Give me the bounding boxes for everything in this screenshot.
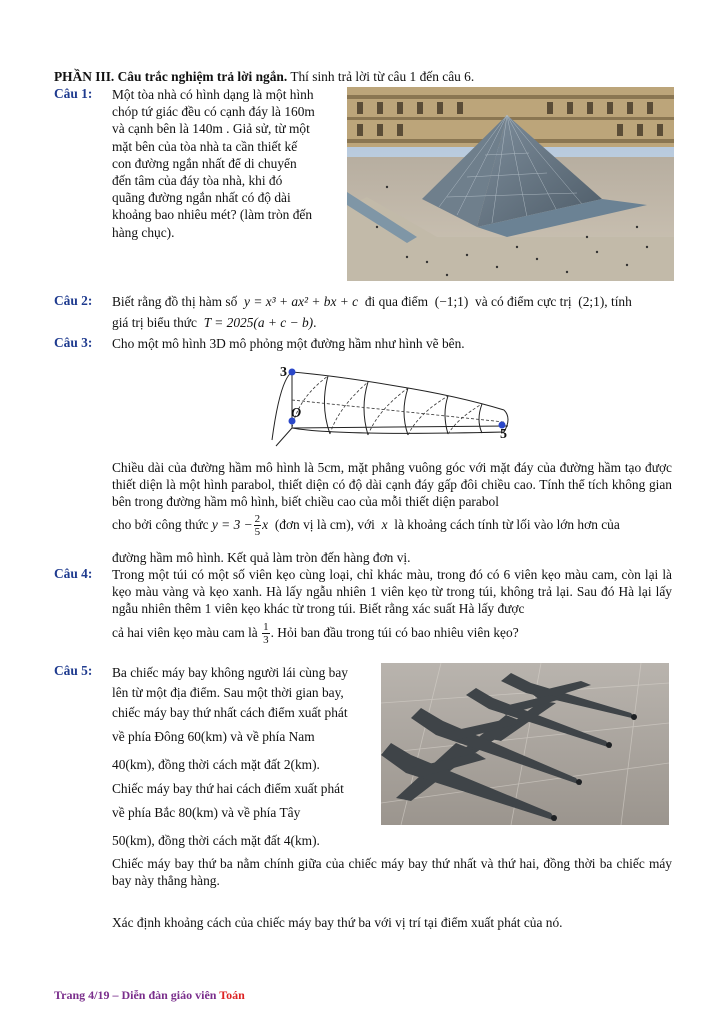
question-3-label: Câu 3: [54,335,93,350]
q3-frac-den: 5 [254,526,261,539]
footer-brand: Toán [219,988,245,1002]
q2-expression: T = 2025(a + c − b) [203,315,314,330]
q2-text: giá trị biểu thức [112,315,197,330]
q5-line: Chiếc máy bay thứ hai cách điểm xuất phát [112,781,344,796]
q4-text: cả hai viên kẹo màu cam là [112,625,258,640]
q3-formula-x: x [262,517,269,532]
q3-last-line: đường hầm mô hình. Kết quả làm tròn đến hàng đơn vị. [112,550,411,565]
q3-intro: Cho một mô hình 3D mô phỏng một đường hầm như hình vẽ bên. [112,336,465,351]
q5-line: về phía Bắc 80(km) và về phía Tây [112,805,301,820]
q1-line: Một tòa nhà có hình dạng là một hình [112,87,314,102]
q2-text: Biết rằng đồ thị hàm số [112,294,238,309]
q1-line: hàng chục). [112,224,175,240]
q5-line: 50(km), đồng thời cách mặt đất 4(km). [112,833,320,848]
q1-line: mặt bên của tòa nhà ta cần thiết kế [112,138,298,154]
q2-point-1: (−1;1) [434,294,469,309]
q1-line: chóp tứ giác đều có cạnh đáy là 160m [112,104,315,120]
fig-label-o: O [291,406,302,421]
part-instruction: Thí sinh trả lời từ câu 1 đến câu 6. [290,69,475,84]
fig-label-3: 3 [280,365,287,380]
tunnel-figure [268,358,528,458]
q2-line-1 [112,293,632,310]
q3-frac-num: 2 [254,513,261,526]
drones-photo [381,663,669,825]
q5-line: chiếc máy bay thứ nhất cách điểm xuất phát [112,705,348,720]
q5-line: Ba chiếc máy bay không người lái cùng bay [112,665,348,680]
q4-text: . Hỏi ban đầu trong túi có bao nhiêu viên kẹo? [270,625,519,640]
q3-text: (đơn vị là cm), với [274,517,375,532]
q1-line: và cạnh bên là 140m . Giả sử, từ một [112,121,310,137]
q2-point-2: (2;1) [578,294,605,309]
q3-paragraph: Chiều dài của đường hầm mô hình là 5cm, mặt phẳng vuông góc với mặt đáy của đường hầm tạo được thiết diện là một hình parabol, thiết diện có độ dài cạnh đáy gấp đôi chiều cao. Tính thể tích không gian bên trong đường hầm mô hình, biết chiều cao của mỗi thiết diện parabol [112,460,672,509]
q4-frac-num: 1 [263,621,269,634]
pyramid-photo [347,87,674,281]
q3-text: cho bởi công thức [112,517,209,532]
q2-line-2 [112,314,316,331]
q2-text: , tính [604,294,632,309]
q3-text: là khoảng cách tính từ lối vào lớn hơn của [394,517,620,532]
q2-text: và có điểm cực trị [475,294,572,309]
q4-frac-den: 3 [263,634,269,647]
part-label: PHẦN III. Câu trắc nghiệm trả lời ngắn. [54,69,288,84]
question-4-label: Câu 4: [54,566,93,581]
fig-label-5: 5 [500,427,507,442]
q2-text: đi qua điểm [364,294,429,309]
q3-formula-line [112,512,620,538]
question-5-label: Câu 5: [54,663,93,678]
q5-final: Xác định khoảng cách của chiếc máy bay thứ ba với vị trí tại điểm xuất phát của nó. [112,915,563,930]
page-footer [54,988,245,1003]
q5-line: 40(km), đồng thời cách mặt đất 2(km). [112,757,320,772]
q4-fraction [262,621,270,646]
q3-var: x [381,517,388,532]
q4-paragraph: Trong một túi có một số viên kẹo cùng loại, chỉ khác màu, trong đó có 6 viên kẹo màu cam, còn lại là kẹo màu vàng và kẹo xanh. Hà lấy ngẫu nhiên 1 viên kẹo từ trong túi, không trả lại. Sau đó Hà lại lấy ngẫu nhiên thêm 1 viên kẹo khác từ trong túi. Biết rằng xác suất Hà lấy được [112,567,672,616]
q1-line: đến tâm của đáy tòa nhà, khi đó [112,173,283,189]
question-1-label: Câu 1: [54,86,93,101]
q3-formula: y = 3 − [211,517,253,532]
question-5-text [112,663,374,855]
q1-line: khoảng bao nhiêu mét? (làm tròn đến [112,207,313,223]
q1-line: con đường ngắn nhất để di chuyển [112,155,297,171]
footer-page: Trang 4/19 – Diễn đàn giáo viên [54,988,217,1002]
q2-text: . [313,315,317,330]
question-1-text [112,86,342,241]
q2-formula: y = x³ + ax² + bx + c [244,294,359,309]
part-header [54,68,474,85]
q1-line: quãng đường ngắn nhất có độ dài [112,190,291,206]
q4-last-line [112,620,519,646]
q5-line: lên từ một địa điểm. Sau một thời gian bay, [112,685,344,700]
question-2-label: Câu 2: [54,293,93,308]
q5-paragraph: Chiếc máy bay thứ ba nằm chính giữa của chiếc máy bay thứ nhất và thứ hai, đồng thời ba chiếc máy bay này thẳng hàng. [112,856,672,888]
q5-line: về phía Đông 60(km) và về phía Nam [112,729,315,744]
q3-fraction [254,513,262,538]
